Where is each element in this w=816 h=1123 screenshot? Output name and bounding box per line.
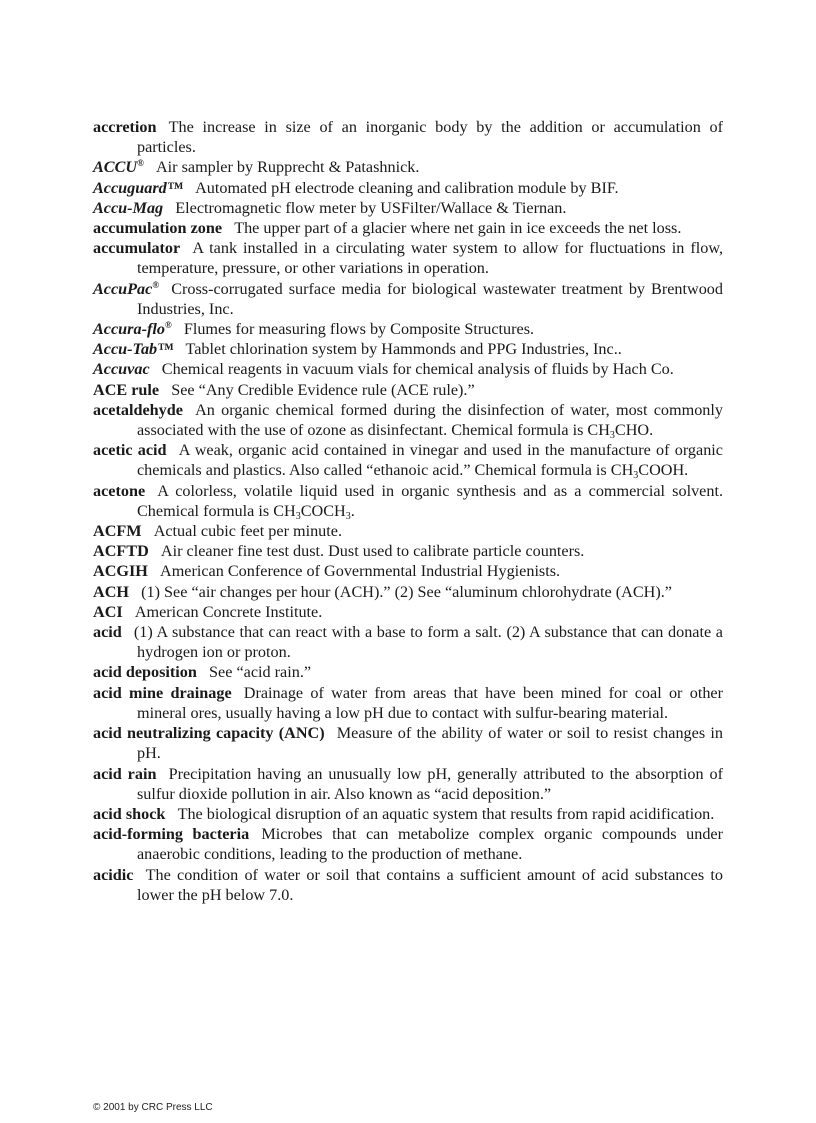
registered-mark: ® <box>164 320 172 331</box>
entry-definition: Automated pH electrode cleaning and calibration module by BIF. <box>195 178 619 197</box>
glossary-entry <box>93 198 723 218</box>
glossary-entry <box>93 824 723 864</box>
entry-term: acetaldehyde <box>93 400 183 419</box>
glossary-entry <box>93 602 723 622</box>
entry-term: ACCU® <box>93 158 144 177</box>
entry-term: Accuguard™ <box>93 178 183 197</box>
glossary-entries <box>93 117 723 905</box>
entry-term: acid neutralizing capacity (ANC) <box>93 724 325 743</box>
glossary-entry <box>93 440 723 480</box>
registered-mark: ® <box>152 279 160 290</box>
entry-definition: The condition of water or soil that contains a sufficient amount of acid substances to lower the pH below 7.0. <box>137 865 723 904</box>
entry-definition: Air sampler by Rupprecht & Patashnick. <box>155 158 420 177</box>
entry-term: ACFM <box>93 522 142 541</box>
entry-term: acid shock <box>93 804 166 823</box>
entry-term: acid deposition <box>93 663 197 682</box>
entry-term: acetone <box>93 481 146 500</box>
glossary-entry <box>93 238 723 278</box>
entry-definition: See “acid rain.” <box>209 663 312 682</box>
glossary-entry <box>93 541 723 561</box>
entry-definition: A tank installed in a circulating water system to allow for fluctuations in flow, temperature, pressure, or other variations in operation. <box>137 239 723 278</box>
glossary-entry <box>93 319 723 339</box>
entry-term: Accu-Mag <box>93 198 164 217</box>
glossary-entry <box>93 622 723 662</box>
glossary-entry <box>93 481 723 521</box>
entry-term: Accuvac <box>93 360 150 379</box>
glossary-entry <box>93 582 723 602</box>
entry-definition: The biological disruption of an aquatic system that results from rapid acidification. <box>177 804 715 823</box>
entry-definition: A weak, organic acid contained in vinegar and used in the manufacture of organic chemicals and plastics. Also called “ethanoic acid.” Chemical formula is $CH_3COOH$. <box>137 441 723 482</box>
entry-definition: (1) See “air changes per hour (ACH).” (2) See “aluminum chlorohydrate (ACH).” <box>141 582 672 601</box>
entry-definition: Tablet chlorination system by Hammonds and PPG Industries, Inc.. <box>185 340 622 359</box>
glossary-entry <box>93 178 723 198</box>
entry-term: acidic <box>93 865 134 884</box>
entry-definition: An organic chemical formed during the disinfection of water, most commonly associated with the use of ozone as disinfectant. Chemical formula is $CH_3CHO$. <box>137 400 723 442</box>
entry-definition: Precipitation having an unusually low pH, generally attributed to the absorption of sulfur dioxide pollution in air. Also known as “acid deposition.” <box>137 764 723 803</box>
glossary-entry <box>93 157 723 177</box>
entry-definition: Measure of the ability of water or soil to resist changes in pH. <box>137 724 723 763</box>
entry-definition: Flumes for measuring flows by Composite Structures. <box>183 320 535 339</box>
glossary-entry <box>93 218 723 238</box>
glossary-entry <box>93 400 723 440</box>
entry-definition: A colorless, volatile liquid used in organic synthesis and as a commercial solvent. Chemical formula is $CH_3COCH_3$. <box>137 481 723 522</box>
entry-term: Accura-flo® <box>93 320 172 339</box>
glossary-entry <box>93 359 723 379</box>
copyright-footer: © 2001 by CRC Press LLC <box>93 1102 213 1113</box>
entry-term: acid <box>93 623 122 642</box>
entry-definition: American Concrete Institute. <box>134 602 323 621</box>
entry-term: ACGIH <box>93 562 148 581</box>
glossary-entry <box>93 764 723 804</box>
entry-term: ACFTD <box>93 542 149 561</box>
entry-term: accretion <box>93 118 157 136</box>
glossary-entry <box>93 723 723 763</box>
glossary-entry <box>93 521 723 541</box>
entry-term: acid mine drainage <box>93 683 232 702</box>
entry-term: AccuPac® <box>93 279 160 298</box>
entry-term: accumulation zone <box>93 219 223 238</box>
glossary-entry <box>93 279 723 319</box>
entry-definition: Electromagnetic flow meter by USFilter/Wallace & Tiernan. <box>175 198 567 217</box>
glossary-entry <box>93 339 723 359</box>
entry-term: acid-forming bacteria <box>93 825 250 844</box>
entry-term: accumulator <box>93 239 181 258</box>
glossary-entry <box>93 804 723 824</box>
entry-term: acetic acid <box>93 441 167 460</box>
glossary-entry <box>93 683 723 723</box>
entry-term: ACI <box>93 602 123 621</box>
entry-definition: Microbes that can metabolize complex organic compounds under anaerobic conditions, leading to the production of methane. <box>137 825 723 864</box>
glossary-entry <box>93 662 723 682</box>
entry-definition: Actual cubic feet per minute. <box>153 522 343 541</box>
entry-definition: Chemical reagents in vacuum vials for chemical analysis of fluids by Hach Co. <box>161 360 674 379</box>
entry-term: acid rain <box>93 764 157 783</box>
entry-definition: (1) A substance that can react with a base to form a salt. (2) A substance that can donate a hydrogen ion or proton. <box>133 623 723 662</box>
entry-definition: Cross-corrugated surface media for biological wastewater treatment by Brentwood Industries, Inc. <box>137 279 723 318</box>
entry-term: Accu-Tab™ <box>93 340 174 359</box>
entry-definition: See “Any Credible Evidence rule (ACE rule).” <box>171 380 475 399</box>
entry-definition: The upper part of a glacier where net gain in ice exceeds the net loss. <box>234 219 682 238</box>
registered-mark: ® <box>137 158 144 169</box>
glossary-entry <box>93 117 723 157</box>
entry-definition: Air cleaner fine test dust. Dust used to calibrate particle counters. <box>160 542 585 561</box>
entry-term: ACE rule <box>93 380 160 399</box>
entry-definition: The increase in size of an inorganic body by the addition or accumulation of particles. <box>137 118 723 157</box>
entry-term: ACH <box>93 582 129 601</box>
glossary-entry <box>93 561 723 581</box>
entry-definition: American Conference of Governmental Industrial Hygienists. <box>160 562 561 581</box>
glossary-entry <box>93 380 723 400</box>
glossary-entry <box>93 865 723 905</box>
entry-definition: Drainage of water from areas that have been mined for coal or other mineral ores, usually having a low pH due to contact with sulfur-bearing material. <box>137 683 723 722</box>
